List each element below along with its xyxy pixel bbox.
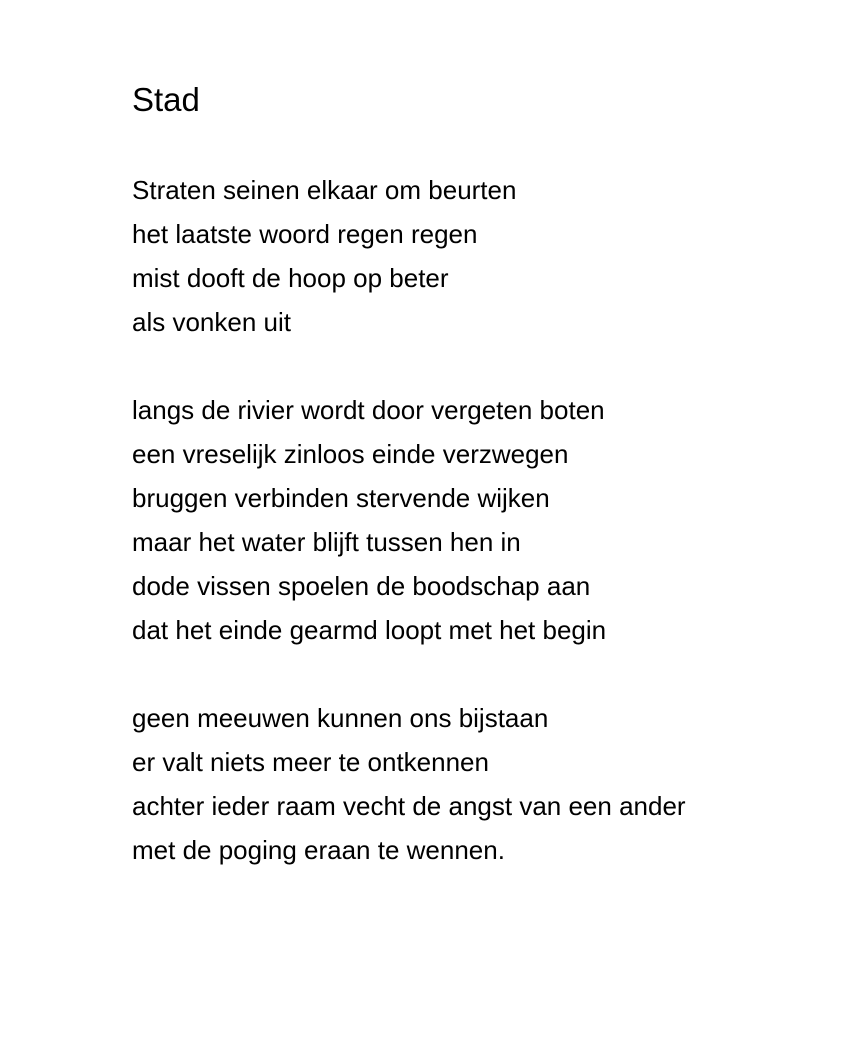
poem-line: maar het water blijft tussen hen in: [132, 527, 521, 557]
poem-line: dode vissen spoelen de boodschap aan: [132, 571, 591, 601]
poem-title: Stad: [132, 81, 200, 118]
poem-line: langs de rivier wordt door vergeten boten: [132, 395, 605, 425]
poem-line: dat het einde gearmd loopt met het begin: [132, 615, 607, 645]
stanza-3: [132, 696, 686, 872]
poem-line: als vonken uit: [132, 307, 291, 337]
poem-line: Straten seinen elkaar om beurten: [132, 175, 517, 205]
poem-line: er valt niets meer te ontkennen: [132, 747, 489, 777]
poem-line: een vreselijk zinloos einde verzwegen: [132, 439, 569, 469]
poem-line: achter ieder raam vecht de angst van een ander: [132, 791, 686, 821]
stanza-1: [132, 168, 516, 344]
poem-line: bruggen verbinden stervende wijken: [132, 483, 550, 513]
stanza-2: [132, 388, 606, 652]
poem-line: geen meeuwen kunnen ons bijstaan: [132, 703, 549, 733]
poem-line: mist dooft de hoop op beter: [132, 263, 449, 293]
poem-line: het laatste woord regen regen: [132, 219, 478, 249]
poem-line: met de poging eraan te wennen.: [132, 835, 505, 865]
